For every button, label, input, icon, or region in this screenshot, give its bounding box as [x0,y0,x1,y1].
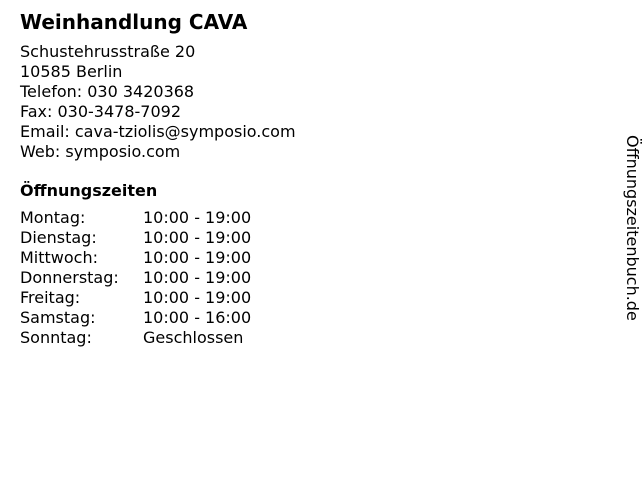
hours-day: Dienstag: [20,228,97,247]
web-line: Web: symposio.com [20,142,181,161]
business-card [20,8,580,348]
phone-line: Telefon: 030 3420368 [20,82,195,101]
fax-line: Fax: 030-3478-7092 [20,102,182,121]
hours-row-friday [20,288,580,308]
hours-row-wednesday [20,248,580,268]
hours-time: Geschlossen [143,328,244,347]
hours-time: 10:00 - 19:00 [143,288,252,307]
hours-day: Samstag: [20,308,96,327]
hours-day: Montag: [20,208,86,227]
address-city: 10585 Berlin [20,62,123,81]
email-line: Email: cava-tziolis@symposio.com [20,122,296,141]
hours-row-saturday [20,308,580,328]
hours-table [20,208,580,348]
hours-day: Mittwoch: [20,248,98,267]
business-name: Weinhandlung CAVA [20,10,248,34]
address-street: Schustehrusstraße 20 [20,42,196,61]
hours-time: 10:00 - 19:00 [143,248,252,267]
hours-time: 10:00 - 19:00 [143,268,252,287]
hours-time: 10:00 - 16:00 [143,308,252,327]
hours-day: Freitag: [20,288,81,307]
hours-row-monday [20,208,580,228]
hours-time: 10:00 - 19:00 [143,208,252,227]
contact-block [20,42,580,162]
hours-day: Donnerstag: [20,268,119,287]
hours-row-tuesday [20,228,580,248]
hours-day: Sonntag: [20,328,92,347]
hours-row-sunday [20,328,580,348]
hours-row-thursday [20,268,580,288]
hours-heading: Öffnungszeiten [20,181,158,200]
brand-watermark: Öffnungszeitenbuch.de [623,135,642,321]
hours-time: 10:00 - 19:00 [143,228,252,247]
